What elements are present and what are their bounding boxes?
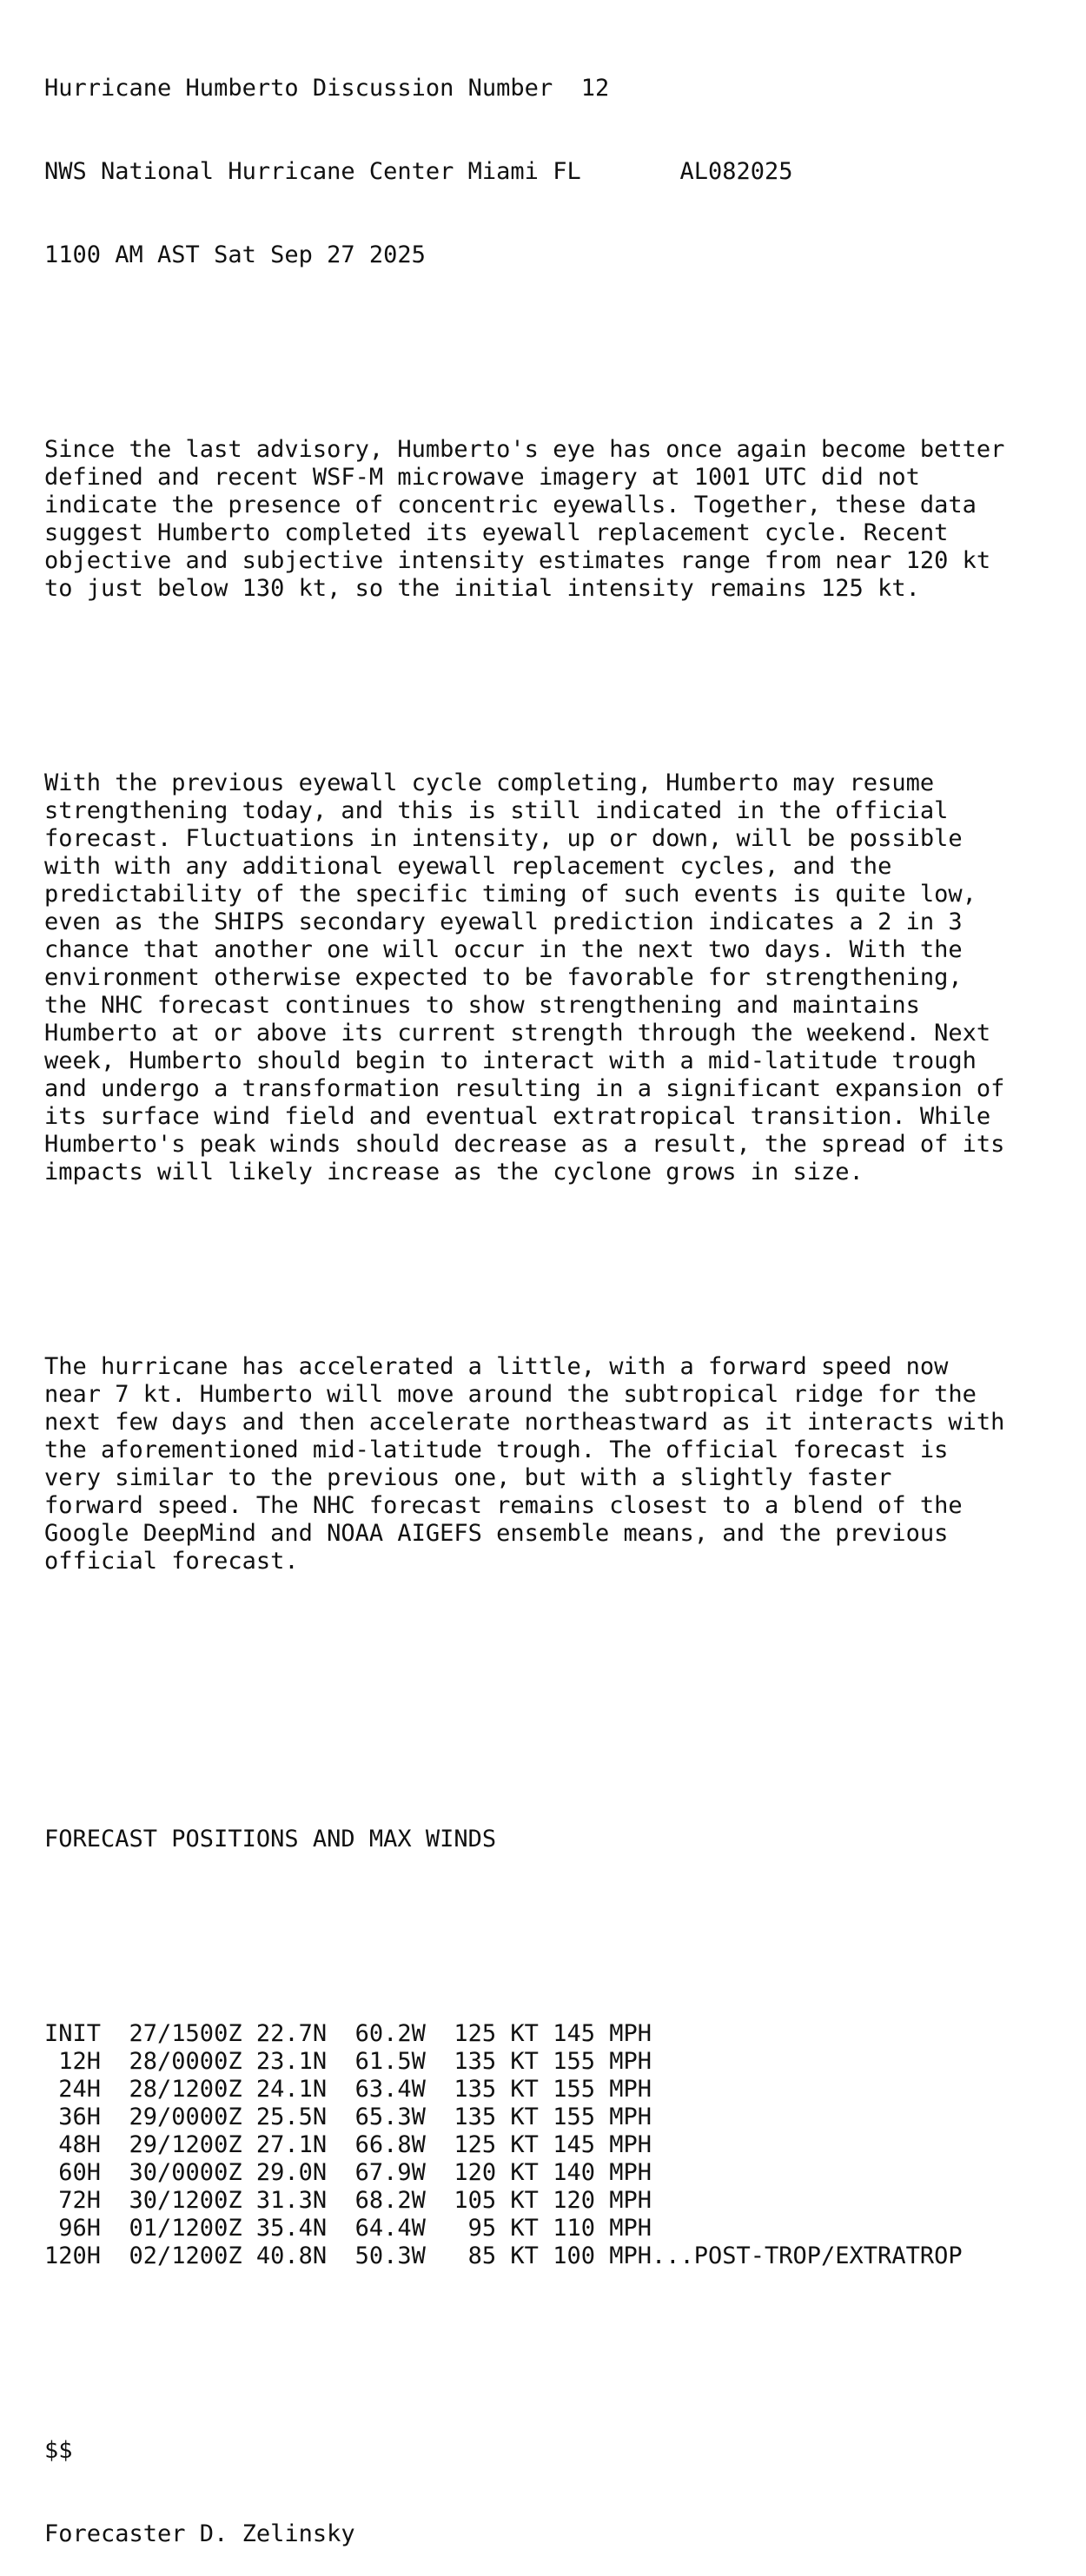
paragraph-line: Humberto at or above its current strength through the weekend. Next [44, 1020, 991, 1047]
forecast-row: 120H 02/1200Z 40.8N 50.3W 85 KT 100 MPH...POST-TROP/EXTRATROP [44, 2242, 963, 2269]
paragraph-line: chance that another one will occur in the next two days. With the [44, 936, 963, 963]
blank-line [44, 2326, 1004, 2354]
blank-line [44, 658, 1004, 686]
issue-time: 1100 AM AST Sat Sep 27 2025 [44, 241, 426, 268]
paragraph-line: near 7 kt. Humberto will move around the subtropical ridge for the [44, 1381, 977, 1408]
blank-line [44, 1714, 1004, 1742]
forecaster-signature: Forecaster D. Zelinsky [44, 2520, 355, 2547]
paragraph-line: defined and recent WSF-M microwave imagery at 1001 UTC did not [44, 464, 920, 491]
paragraph-line: forward speed. The NHC forecast remains closest to a blend of the [44, 1492, 963, 1519]
issuing-office: NWS National Hurricane Center Miami FL AL082025 [44, 158, 793, 185]
paragraph-line: predictability of the specific timing of such events is quite low, [44, 881, 977, 908]
discussion-title: Hurricane Humberto Discussion Number 12 [44, 75, 610, 102]
paragraph-line: very similar to the previous one, but with a slightly faster [44, 1464, 892, 1491]
paragraph-line: its surface wind field and eventual extratropical transition. While [44, 1103, 991, 1130]
paragraph-line: strengthening today, and this is still indicated in the official [44, 797, 949, 824]
paragraph-line: with with any additional eyewall replacement cycles, and the [44, 853, 892, 880]
forecast-row: 36H 29/0000Z 25.5N 65.3W 135 KT 155 MPH [44, 2104, 652, 2130]
blank-line [44, 325, 1004, 353]
paragraph-line: indicate the presence of concentric eyewalls. Together, these data [44, 492, 977, 519]
discussion-document [44, 19, 1004, 2576]
paragraph-line: and undergo a transformation resulting in a significant expansion of [44, 1075, 1005, 1102]
paragraph-line: forecast. Fluctuations in intensity, up or down, will be possible [44, 825, 963, 852]
paragraph-line: suggest Humberto completed its eyewall replacement cycle. Recent [44, 519, 949, 546]
paragraph-intensity [44, 436, 1004, 603]
forecast-table [44, 2020, 1004, 2270]
paragraph-line: official forecast. [44, 1548, 299, 1575]
forecast-row: INIT 27/1500Z 22.7N 60.2W 125 KT 145 MPH [44, 2020, 652, 2047]
blank-line [44, 1631, 1004, 1659]
paragraph-line: objective and subjective intensity estimates range from near 120 kt [44, 547, 991, 574]
paragraph-line: the NHC forecast continues to show strengthening and maintains [44, 992, 920, 1019]
forecast-row: 24H 28/1200Z 24.1N 63.4W 135 KT 155 MPH [44, 2076, 652, 2103]
forecast-row: 48H 29/1200Z 27.1N 66.8W 125 KT 145 MPH [44, 2131, 652, 2158]
forecast-row: 72H 30/1200Z 31.3N 68.2W 105 KT 120 MPH [44, 2187, 652, 2214]
blank-line [44, 1909, 1004, 1937]
paragraph-line: Humberto's peak winds should decrease as a result, the spread of its [44, 1131, 1005, 1158]
forecast-row: 60H 30/0000Z 29.0N 67.9W 120 KT 140 MPH [44, 2159, 652, 2186]
paragraph-forecast-intensity [44, 769, 1004, 1186]
paragraph-line: week, Humberto should begin to interact with a mid-latitude trough [44, 1047, 977, 1074]
paragraph-line: impacts will likely increase as the cyclone grows in size. [44, 1159, 864, 1186]
forecast-row: 96H 01/1200Z 35.4N 64.4W 95 KT 110 MPH [44, 2215, 652, 2242]
paragraph-line: next few days and then accelerate northeastward as it interacts with [44, 1409, 1005, 1436]
paragraph-track [44, 1353, 1004, 1575]
paragraph-line: Google DeepMind and NOAA AIGEFS ensemble means, and the previous [44, 1520, 949, 1547]
forecast-table-heading: FORECAST POSITIONS AND MAX WINDS [44, 1826, 497, 1853]
blank-line [44, 1242, 1004, 1270]
paragraph-line: With the previous eyewall cycle completing, Humberto may resume [44, 769, 935, 796]
paragraph-line: even as the SHIPS secondary eyewall prediction indicates a 2 in 3 [44, 908, 963, 935]
forecast-row: 12H 28/0000Z 23.1N 61.5W 135 KT 155 MPH [44, 2048, 652, 2075]
paragraph-line: Since the last advisory, Humberto's eye has once again become better [44, 436, 1005, 463]
paragraph-line: environment otherwise expected to be favorable for strengthening, [44, 964, 963, 991]
paragraph-line: the aforementioned mid-latitude trough. The official forecast is [44, 1437, 949, 1463]
paragraph-line: The hurricane has accelerated a little, with a forward speed now [44, 1353, 949, 1380]
paragraph-line: to just below 130 kt, so the initial intensity remains 125 kt. [44, 575, 920, 602]
end-marker: $$ [44, 2437, 73, 2464]
